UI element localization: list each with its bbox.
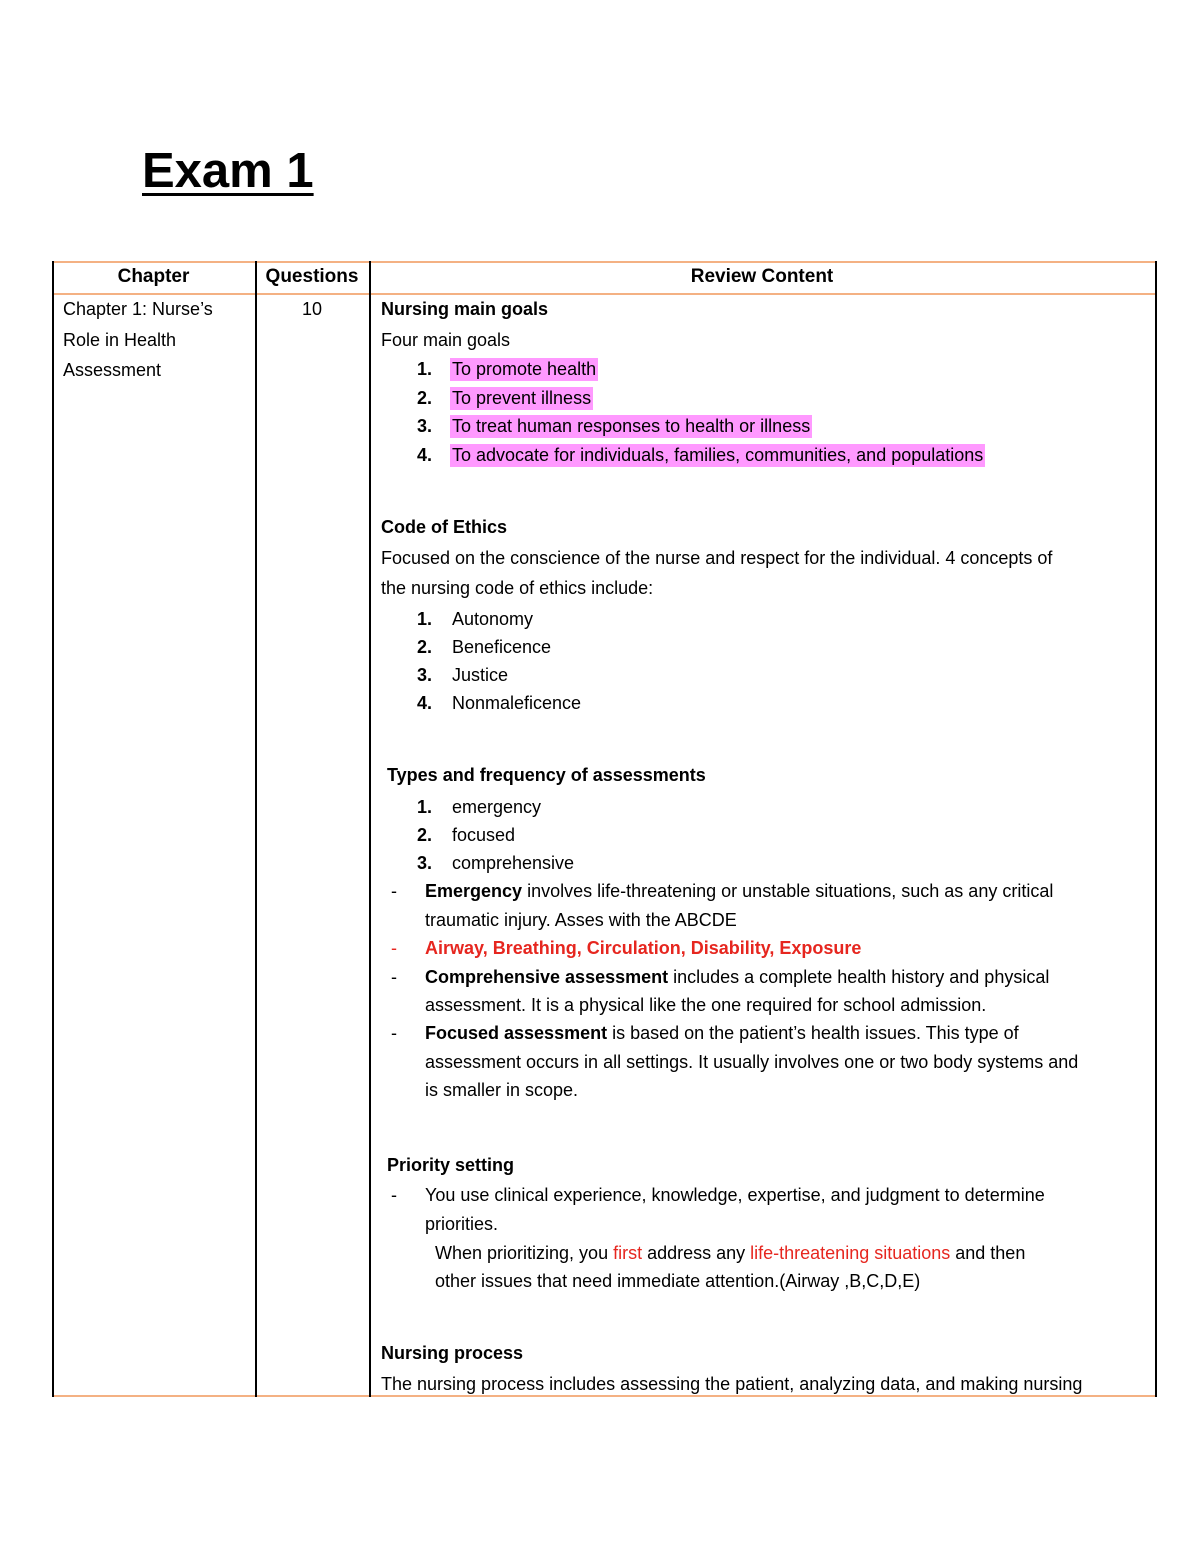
- process-heading: Nursing process: [381, 1343, 524, 1363]
- comprehensive-term: Comprehensive assessment: [425, 967, 669, 987]
- ethics-number-3: 3.: [416, 665, 432, 685]
- ethics-intro-line-1: Focused on the conscience of the nurse and respect for the individual. 4 concepts of: [381, 548, 1053, 568]
- ethics-number-2: 2.: [416, 637, 432, 657]
- goal-item-2-text: To prevent illness: [452, 388, 592, 408]
- header-review-content: Review Content: [690, 266, 834, 287]
- priority-paragraph-line-2: other issues that need immediate attention.(Airway ,B,C,D,E): [435, 1271, 921, 1291]
- assessment-item-2: focused: [452, 825, 516, 845]
- chapter-line-2: Role in Health: [63, 330, 177, 350]
- priority-heading: Priority setting: [387, 1155, 515, 1175]
- priority-text-a: When prioritizing, you: [435, 1243, 614, 1263]
- ethics-item-3: Justice: [452, 665, 509, 685]
- column-divider-1: [255, 261, 257, 1397]
- table-right-border: [1155, 261, 1157, 1397]
- priority-bullet-line-2: priorities.: [425, 1214, 499, 1234]
- goal-number-1: 1.: [416, 359, 432, 379]
- abcde-expansion: Airway, Breathing, Circulation, Disability, Exposure: [425, 938, 862, 958]
- header-chapter: Chapter: [117, 266, 190, 287]
- bullet-dash: -: [391, 881, 397, 901]
- bullet-dash: -: [391, 1023, 397, 1043]
- priority-text-c: and then: [950, 1243, 1026, 1263]
- focused-description: is based on the patient’s health issues. This type of: [607, 1023, 1019, 1043]
- emergency-line-1: [425, 880, 1053, 902]
- assessment-number-3: 3.: [416, 853, 432, 873]
- column-divider-2: [369, 261, 371, 1397]
- goals-heading: Nursing main goals: [381, 299, 549, 319]
- goal-number-3: 3.: [416, 416, 432, 436]
- table-top-border: [52, 261, 1157, 263]
- process-line-1: The nursing process includes assessing the patient, analyzing data, and making nursing: [381, 1374, 1083, 1394]
- goal-item-3: [452, 415, 812, 437]
- goal-number-2: 2.: [416, 388, 432, 408]
- priority-life-threatening: life-threatening situations: [750, 1243, 951, 1263]
- emergency-description: involves life-threatening or unstable situations, such as any critical: [522, 881, 1054, 901]
- chapter-line-1: Chapter 1: Nurse’s: [63, 299, 213, 319]
- bullet-dash: -: [391, 967, 397, 987]
- focused-line-2: assessment occurs in all settings. It usually involves one or two body systems and: [425, 1052, 1079, 1072]
- assessments-heading: Types and frequency of assessments: [387, 765, 706, 785]
- goal-item-2: [452, 387, 593, 409]
- assessment-number-2: 2.: [416, 825, 432, 845]
- ethics-intro-line-2: the nursing code of ethics include:: [381, 578, 654, 598]
- emergency-line-2: traumatic injury. Asses with the ABCDE: [425, 910, 737, 930]
- assessment-number-1: 1.: [416, 797, 432, 817]
- bullet-dash: -: [391, 938, 397, 958]
- assessment-item-1: emergency: [452, 797, 542, 817]
- bullet-dash: -: [391, 1185, 397, 1205]
- chapter-line-3: Assessment: [63, 360, 162, 380]
- focused-line-1: [425, 1022, 1019, 1044]
- priority-paragraph-line-1: [435, 1242, 1025, 1264]
- goal-number-4: 4.: [416, 445, 432, 465]
- ethics-item-1: Autonomy: [452, 609, 534, 629]
- goal-item-3-text: To treat human responses to health or illness: [452, 416, 811, 436]
- goals-intro: Four main goals: [381, 330, 511, 350]
- ethics-item-4: Nonmaleficence: [452, 693, 582, 713]
- goal-item-1-text: To promote health: [452, 359, 597, 379]
- table-left-border: [52, 261, 54, 1397]
- page-title: Exam 1: [142, 144, 314, 198]
- comprehensive-description: includes a complete health history and physical: [668, 967, 1050, 987]
- header-bottom-border: [52, 293, 1157, 295]
- goal-item-1: [452, 358, 598, 380]
- ethics-item-2: Beneficence: [452, 637, 552, 657]
- focused-line-3: is smaller in scope.: [425, 1080, 579, 1100]
- table-bottom-border: [52, 1395, 1157, 1397]
- priority-first: first: [613, 1243, 643, 1263]
- priority-text-b: address any: [642, 1243, 751, 1263]
- header-questions: Questions: [265, 266, 359, 287]
- comprehensive-line-1: [425, 966, 1049, 988]
- emergency-term: Emergency: [425, 881, 523, 901]
- ethics-heading: Code of Ethics: [381, 517, 508, 537]
- priority-bullet-line-1: You use clinical experience, knowledge, expertise, and judgment to determine: [425, 1185, 1045, 1205]
- goal-item-4-text: To advocate for individuals, families, communities, and populations: [452, 445, 984, 465]
- question-count: 10: [301, 299, 323, 319]
- comprehensive-line-2: assessment. It is a physical like the one required for school admission.: [425, 995, 987, 1015]
- assessment-item-3: comprehensive: [452, 853, 575, 873]
- goal-item-4: [452, 444, 985, 466]
- focused-term: Focused assessment: [425, 1023, 608, 1043]
- ethics-number-4: 4.: [416, 693, 432, 713]
- ethics-number-1: 1.: [416, 609, 432, 629]
